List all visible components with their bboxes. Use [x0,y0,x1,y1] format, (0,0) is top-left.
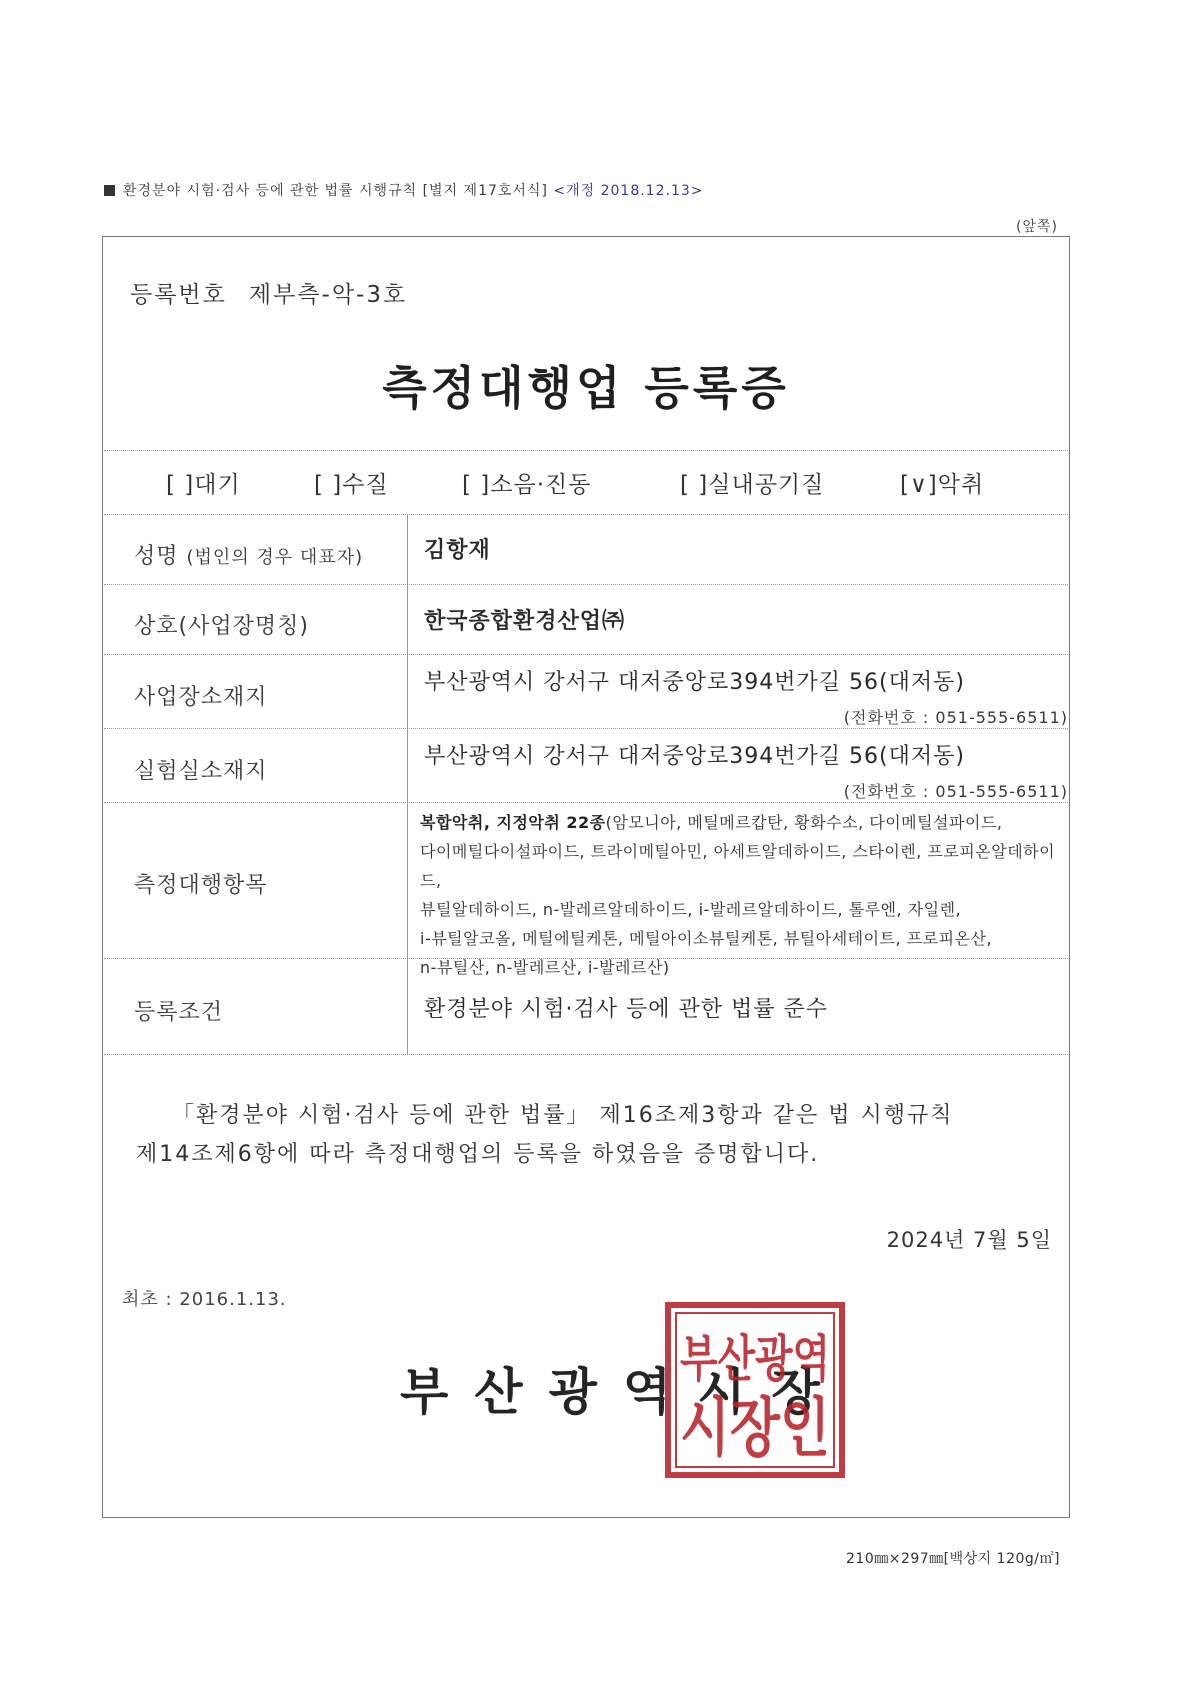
svg-text:시장인: 시장인 [680,1392,830,1466]
company-label: 상호(사업장명칭) [134,614,309,639]
items-line: n-뷰틸산, n-발레르산, i-발레르산) [420,958,670,977]
conditions-label: 등록조건 [134,1000,224,1025]
table-column-divider [407,514,408,1054]
category-label: 수질 [342,472,389,498]
divider [104,584,1068,585]
certificate-title: 측정대행업 등록증 [382,361,790,415]
category-odor [900,466,984,499]
conditions-value: 환경분야 시험·검사 등에 관한 법률 준수 [424,997,828,1022]
category-checkbox: [ ] [680,472,709,498]
category-checkbox: [ ] [166,472,195,498]
category-label: 실내공기질 [708,472,825,498]
category-noise-vibration [462,466,591,499]
name-value: 김항재 [424,538,491,563]
divider [104,802,1068,803]
category-water [314,466,389,499]
lab-address-value: 부산광역시 강서구 대저중앙로394번가길 56(대저동) [424,744,965,769]
issue-date: 2024년 7월 5일 [886,1228,1052,1252]
front-side-label: (앞쪽) [1016,219,1058,235]
items-line: 다이메틸다이설파이드, 트라이메틸아민, 아세트알데하이드, 스타이렌, 프로피온알데하이드, [420,842,1056,890]
measurement-items-label: 측정대행항목 [134,873,268,898]
registration-number [130,276,407,309]
items-line: (암모니아, 메틸메르캅탄, 황화수소, 다이메틸설파이드, [605,813,1003,832]
business-address-label: 사업장소재지 [134,685,268,710]
company-value: 한국종합환경산업㈜ [424,609,626,634]
items-line: i-뷰틸알코올, 메틸에틸케톤, 메틸아이소뷰틸케톤, 뷰틸아세테이트, 프로피온산, [420,929,993,948]
certification-statement [136,1096,1056,1174]
law-header-text: 환경분야 시험·검사 등에 관한 법률 시행규칙 [별지 제17호서식] [123,183,548,199]
svg-text:부산광역: 부산광역 [680,1330,830,1388]
name-label-note: (법인의 경우 대표자) [186,547,364,568]
square-bullet-icon [104,185,115,196]
category-checkbox: [ ] [314,472,343,498]
lab-address-label: 실험실소재지 [134,759,268,784]
law-form-header [104,180,704,200]
revision-date: <개정 2018.12.13> [553,183,704,199]
lab-phone: (전화번호 : 051-555-6511) [843,782,1068,801]
first-registration-date: 최초 : 2016.1.13. [122,1289,287,1310]
category-air [166,466,241,499]
measurement-items-list [420,808,1065,982]
divider [104,654,1068,655]
items-line: 뷰틸알데하이드, n-발레르알데하이드, i-발레르알데하이드, 톨루엔, 자일렌, [420,900,962,919]
divider [104,450,1068,451]
business-phone: (전화번호 : 051-555-6511) [843,708,1068,727]
divider [104,728,1068,729]
issuer-name: 부산광역시장 [400,1363,846,1421]
divider [104,1054,1068,1055]
category-checkbox-checked: [∨] [900,472,938,498]
category-label: 소음·진동 [490,472,592,498]
divider [104,958,1068,959]
name-label: 성명 (법인의 경우 대표자) [134,544,364,569]
category-row [104,466,1068,504]
category-label: 대기 [194,472,241,498]
statement-line: 제14조제6항에 따라 측정대행업의 등록을 하였음을 증명합니다. [136,1142,820,1167]
category-indoor-air [680,466,824,499]
category-label: 악취 [937,472,985,498]
paper-specification: 210㎜×297㎜[백상지 120g/㎡] [846,1551,1060,1567]
registration-number-label: 등록번호 [130,282,227,308]
registration-number-value: 제부측-악-3호 [248,282,408,308]
category-checkbox: [ ] [462,472,491,498]
official-seal-icon [665,1302,845,1478]
statement-line: 「환경분야 시험·검사 등에 관한 법률」 제16조제3항과 같은 법 시행규칙 [172,1103,954,1128]
items-headline: 복합악취, 지정악취 22종 [420,813,606,832]
business-address-value: 부산광역시 강서구 대저중앙로394번가길 56(대저동) [424,670,965,695]
divider [104,514,1068,515]
